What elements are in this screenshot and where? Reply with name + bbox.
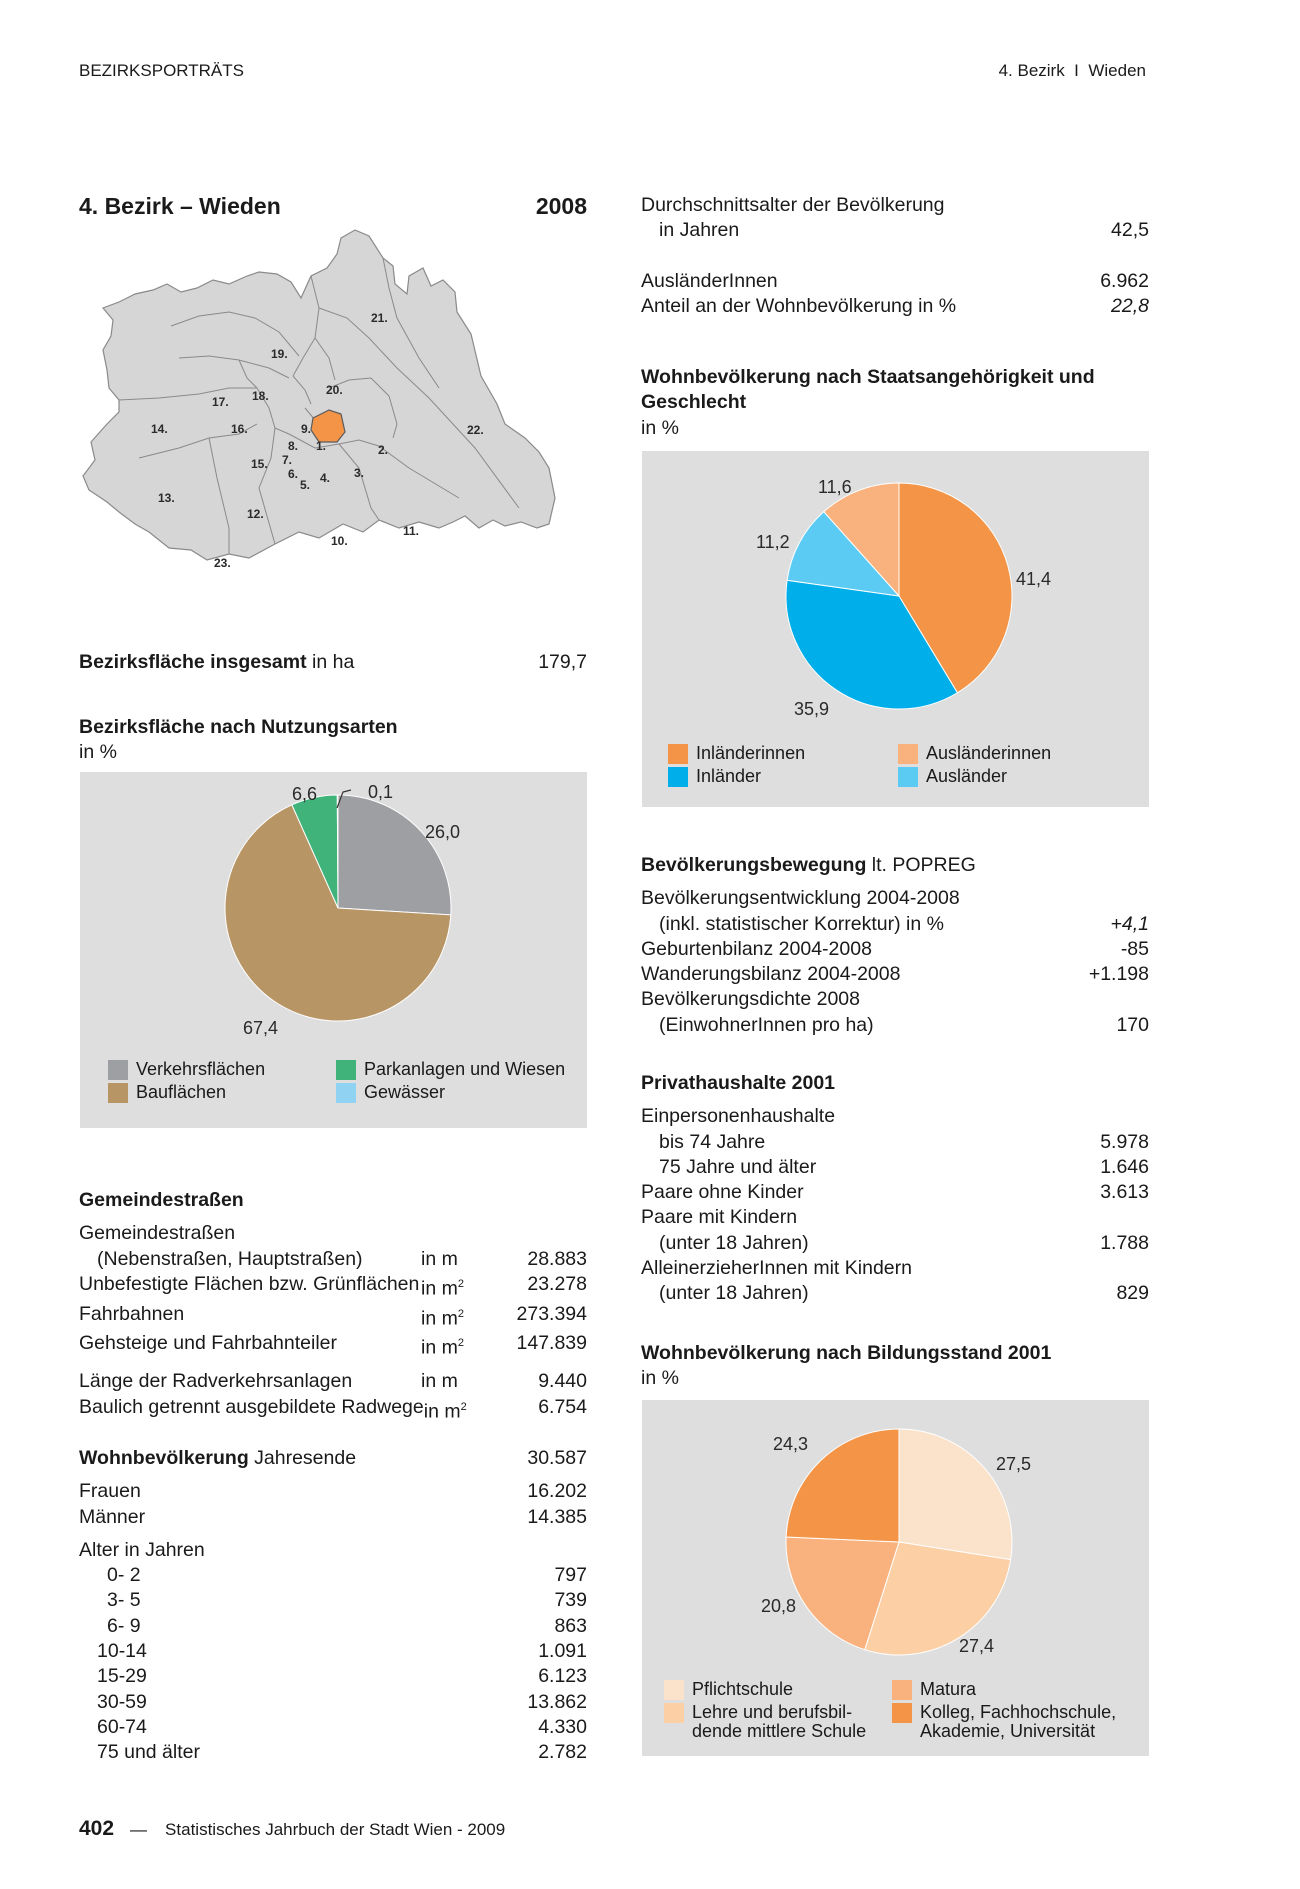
map-label-2: 2. (378, 443, 389, 457)
legend-parkanlagen: Parkanlagen und Wiesen (336, 1060, 565, 1080)
education-heading: Wohnbevölkerung nach Bildungsstand 2001 in % (641, 1342, 1052, 1390)
streets-section: Gemeindestraßen Gemeindestraßen (Nebenstraßen, Hauptstraßen) in m 28.883 Unbefestigte Flächen bzw. Grünflächen in $m^2$ 23.278 Fahrbahnen in $m^2$ 273.394 Gehsteige und Fahrbahnteiler in $m^2$ 147.839 Länge der Radverkehrsanlagen in m 9.440 Baulich getrennt ausgebildete Radwege in $m^2$ 6.754 (79, 1189, 587, 1423)
legend-swatch (898, 744, 918, 764)
legend-bauflaechen: Bauflächen (108, 1083, 226, 1103)
legend-pflichtschule: Pflichtschule (664, 1680, 793, 1700)
map-label-15: 15. (251, 457, 268, 471)
legend-swatch (892, 1680, 912, 1700)
pie2-label-auslaender: 11,2 (756, 532, 790, 552)
map-label-22: 22. (467, 423, 484, 437)
map-label-8: 8. (288, 439, 299, 453)
map-label-5: 5. (300, 478, 311, 492)
vienna-district-map (79, 228, 589, 628)
pie3-label-lehre: 27,4 (959, 1636, 995, 1656)
population-movement-section: Bevölkerungsbewegung lt. POPREG Bevölkerungsentwicklung 2004-2008 (inkl. statistischer Korrektur) in % +4,1 Geburtenbilanz 2004-2008 -85 Wanderungsbilanz 2004-2008 +1.198 Bevölkerungsdichte 2008 (EinwohnerInnen pro ha) 170 (641, 854, 1149, 1036)
legend-swatch (336, 1083, 356, 1103)
legend-auslaender: Ausländer (898, 767, 1007, 787)
pie2-label-inlaender: 35,9 (794, 699, 830, 719)
map-label-11: 11. (403, 524, 420, 538)
page-footer (79, 1817, 505, 1841)
pie3-label-matura: 20,8 (761, 1596, 797, 1616)
map-label-13: 13. (158, 491, 175, 505)
legend-swatch (892, 1703, 912, 1723)
map-label-14: 14. (151, 422, 168, 436)
legend-verkehrsflaechen: Verkehrsflächen (108, 1060, 265, 1080)
legend-swatch (668, 744, 688, 764)
map-label-21: 21. (371, 311, 388, 325)
legend-swatch (108, 1060, 128, 1080)
pie1-label-verkehr: 26,0 (425, 822, 461, 842)
citizenship-chart-panel (642, 451, 1149, 807)
pie3-label-kolleg: 24,3 (773, 1434, 809, 1454)
land-use-leader-line (80, 772, 587, 1062)
legend-matura: Matura (892, 1680, 976, 1700)
legend-inlaenderinnen: Inländerinnen (668, 744, 805, 764)
land-use-chart-panel (80, 772, 587, 1128)
pie3-label-pflichtschule: 27,5 (996, 1454, 1032, 1474)
legend-swatch (898, 767, 918, 787)
legend-swatch (664, 1703, 684, 1723)
map-label-17: 17. (212, 395, 229, 409)
district-title: 4. Bezirk – Wieden 2008 (79, 193, 587, 219)
map-label-7: 7. (282, 453, 293, 467)
map-label-10: 10. (331, 534, 348, 548)
legend-inlaender: Inländer (668, 767, 761, 787)
map-label-18: 18. (252, 389, 269, 403)
footer-title: Statistisches Jahrbuch der Stadt Wien - 2009 (165, 1820, 506, 1839)
citizenship-heading: Wohnbevölkerung nach Staatsangehörigkeit und Geschlecht in % (641, 366, 1095, 439)
map-label-6: 6. (288, 467, 299, 481)
households-section: Privathaushalte 2001 Einpersonenhaushalte bis 74 Jahre 5.978 75 Jahre und älter 1.646 Paare ohne Kinder 3.613 Paare mit Kindern (unter 18 Jahren) 1.788 AlleinerzieherInnen mit Kindern (unter 18 Jahren) 829 (641, 1072, 1149, 1305)
pie1-label-gewaesser: 0,1 (368, 782, 394, 802)
area-total: Bezirksfläche insgesamt in ha 179,7 (79, 651, 587, 673)
education-chart-panel (642, 1400, 1149, 1756)
map-label-9: 9. (301, 422, 312, 436)
legend-swatch (668, 767, 688, 787)
legend-kolleg: Kolleg, Fachhochschule, Akademie, Universität (892, 1703, 1116, 1741)
population-section: Wohnbevölkerung Jahresende 30.587 Frauen 16.202 Männer 14.385 Alter in Jahren 0- 2 797 3- 5 739 6- 9 863 10-14 1.091 15-29 6.123 30-59 13.862 60-74 4.330 75 und älter 2.782 (79, 1447, 587, 1764)
pie1-label-parkanlagen: 6,6 (292, 784, 318, 804)
land-use-heading: Bezirksfläche nach Nutzungsarten in % (79, 716, 398, 764)
map-label-1: 1. (316, 439, 327, 453)
pie2-label-auslaenderinnen: 11,6 (818, 477, 852, 497)
pie3-slice-pflichtschule (899, 1429, 1012, 1560)
map-label-12: 12. (247, 507, 264, 521)
map-label-3: 3. (354, 466, 365, 480)
map-label-16: 16. (231, 422, 248, 436)
legend-swatch (336, 1060, 356, 1080)
pie2-label-inlaenderinnen: 41,4 (1016, 569, 1052, 589)
legend-swatch (664, 1680, 684, 1700)
map-outline (83, 230, 555, 560)
map-label-19: 19. (271, 347, 288, 361)
map-label-4: 4. (320, 471, 331, 485)
legend-swatch (108, 1083, 128, 1103)
age-foreigners-section: Durchschnittsalter der Bevölkerung in Jahren 42,5 AusländerInnen 6.962 Anteil an der Wohnbevölkerung in % 22,8 (641, 194, 1149, 318)
legend-gewaesser: Gewässer (336, 1083, 445, 1103)
page-number: 402 (79, 1817, 115, 1840)
legend-auslaenderinnen: Ausländerinnen (898, 744, 1051, 764)
map-label-23: 23. (214, 556, 231, 570)
footer-dash: — (130, 1820, 148, 1839)
map-label-20: 20. (326, 383, 343, 397)
running-header-right: 4. Bezirk I Wieden (998, 61, 1146, 80)
pie1-label-bau: 67,4 (243, 1018, 279, 1038)
legend-lehre: Lehre und berufsbil- dende mittlere Schule (664, 1703, 866, 1741)
citizenship-pie (642, 451, 1149, 741)
running-header-left: BEZIRKSPORTRÄTS (79, 61, 244, 80)
education-pie (642, 1400, 1149, 1690)
